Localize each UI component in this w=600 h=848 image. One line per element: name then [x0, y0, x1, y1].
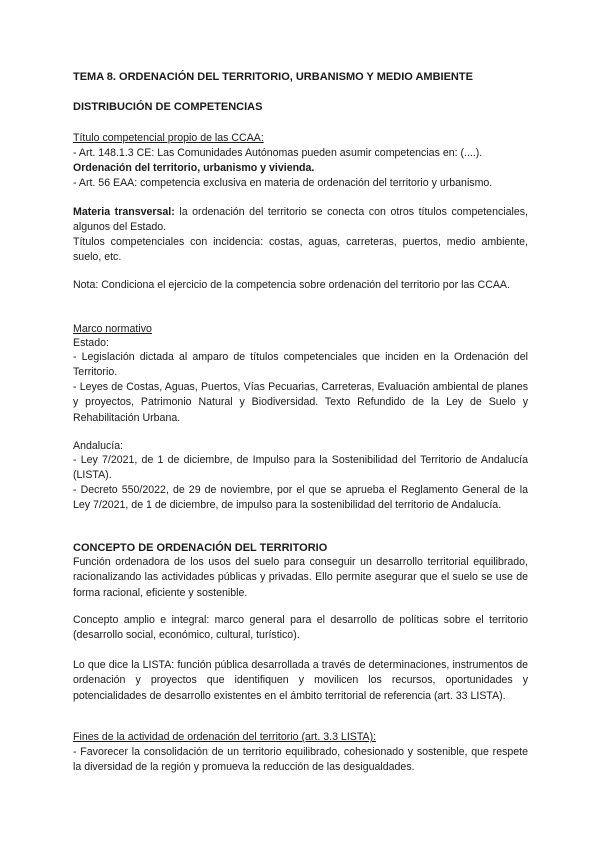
materia-transversal-text: la ordenación del territorio se conecta con otros títulos competenciales, algunos del Estado. [73, 206, 528, 234]
art-148-line: - Art. 148.1.3 CE: Las Comunidades Autónomas pueden asumir competencias en: (....). [73, 147, 483, 159]
estado-item-2: - Leyes de Costas, Aguas, Puertos, Vías Pecuarias, Carreteras, Evaluación ambiental de planes y proyectos, Patrimonio Natural y Biodiversidad. Texto Refundido de la Ley de Suelo y Rehabilitación Urbana. [73, 381, 528, 424]
fines-heading: Fines de la actividad de ordenación del territorio (art. 3.3 LISTA): [73, 731, 377, 743]
estado-item-1: - Legislación dictada al amparo de títulos competenciales que inciden en la Ordenación del Territorio. [73, 351, 528, 379]
estado-label: Estado: [73, 337, 109, 349]
subheading-titulo-competencial: Título competencial propio de las CCAA: [73, 132, 264, 144]
andalucia-item-1: - Ley 7/2021, de 1 de diciembre, de Impulso para la Sostenibilidad del Territorio de Andalucía (LISTA). [73, 454, 528, 482]
section-heading-distribucion: DISTRIBUCIÓN DE COMPETENCIAS [73, 101, 263, 113]
concepto-paragraph-3: Lo que dice la LISTA: función pública desarrollada a través de determinaciones, instrumentos de ordenación y proyectos que identifiquen y movilicen los recursos, oportunidades y potencialidades de desarrollo existentes en el ámbito territorial de referencia (art. 33 LISTA). [73, 659, 528, 702]
nota-paragraph: Nota: Condiciona el ejercicio de la competencia sobre ordenación del territorio por las CCAA. [73, 279, 510, 291]
art-56-line: - Art. 56 EAA: competencia exclusiva en materia de ordenación del territorio y urbanismo. [73, 177, 493, 189]
concepto-paragraph-2: Concepto amplio e integral: marco general para el desarrollo de políticas sobre el territorio (desarrollo social, económico, cultural, turístico). [73, 614, 528, 642]
marco-normativo-heading: Marco normativo [73, 323, 152, 335]
andalucia-label: Andalucía: [73, 440, 124, 452]
andalucia-item-2: - Decreto 550/2022, de 29 de noviembre, por el que se aprueba el Reglamento General de la Ley 7/2021, de 1 de diciembre, de impulso para la sostenibilidad del territorio de Andalucía. [73, 484, 528, 512]
concepto-paragraph-1: Función ordenadora de los usos del suelo para conseguir un desarrollo territorial equilibrado, racionalizando las actividades públicas y privadas. Ello permite asegurar que el suelo se use de forma racional, eficiente y sostenible. [73, 556, 528, 599]
document-title: TEMA 8. ORDENACIÓN DEL TERRITORIO, URBANISMO Y MEDIO AMBIENTE [73, 71, 473, 83]
materia-transversal-paragraph [73, 205, 528, 236]
concepto-heading: CONCEPTO DE ORDENACIÓN DEL TERRITORIO [73, 542, 328, 554]
materia-transversal-label: Materia transversal: [73, 206, 175, 218]
art-148-bold-line: Ordenación del territorio, urbanismo y vivienda. [73, 162, 315, 174]
fines-item-1: - Favorecer la consolidación de un territorio equilibrado, cohesionado y sostenible, que respete la diversidad de la región y promueva la reducción de las desigualdades. [73, 746, 528, 774]
titulos-incidencia-paragraph: Títulos competenciales con incidencia: costas, aguas, carreteras, puertos, medio ambiente, suelo, etc. [73, 236, 528, 264]
